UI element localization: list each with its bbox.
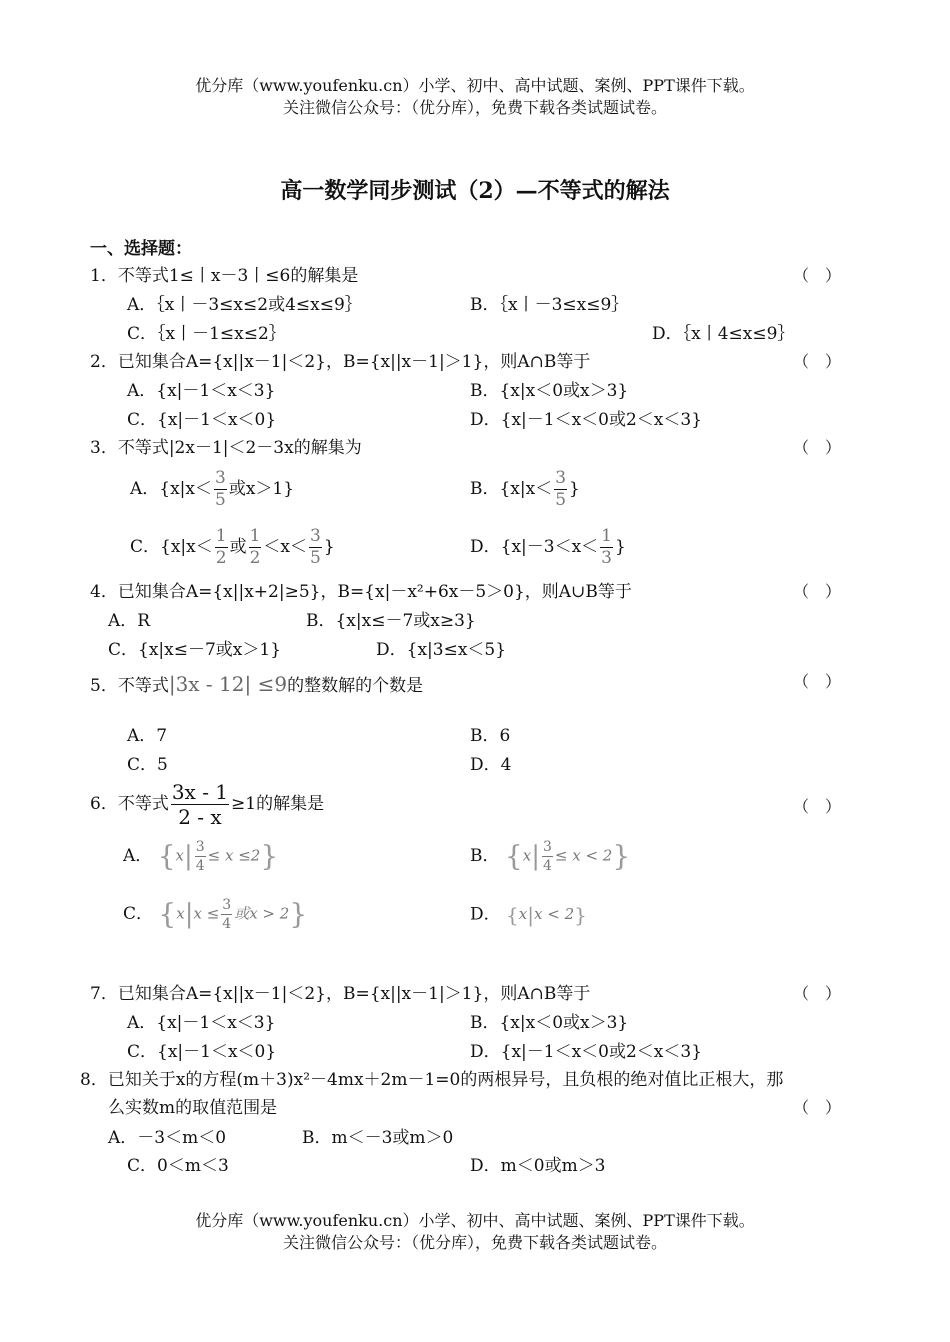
q5-answer-paren: （ ） xyxy=(793,672,842,691)
q6-b-label: B． xyxy=(470,846,500,866)
q6-b-bar: | xyxy=(531,841,540,872)
q5-inequality: |3x - 12| ≤9 xyxy=(168,672,288,696)
q5-stem-pre: 5．不等式 xyxy=(90,676,169,696)
q6-a-den: 4 xyxy=(195,858,205,874)
q5-stem xyxy=(90,674,423,695)
q6-b-rest: ≤ x < 2 xyxy=(554,846,613,865)
q3-stem: 3．不等式|2x－1|＜2－3x的解集为 xyxy=(90,438,362,458)
q1-stem: 1．不等式1≤丨x－3丨≤6的解集是 xyxy=(90,266,359,286)
header-line-1: 优分库（www.youfenku.cn）小学、初中、高中试题、案例、PPT课件下载。 xyxy=(195,76,755,95)
q6-b-fraction xyxy=(542,840,553,873)
q6-c-den: 4 xyxy=(222,916,232,932)
q4-option-b: B．{x|x≤－7或x≥3} xyxy=(306,611,476,631)
q7-option-c: C．{x|－1＜x＜0} xyxy=(127,1042,277,1062)
q6-d-rbrace: } xyxy=(574,903,587,927)
q3-c-fraction-3 xyxy=(309,528,322,567)
q3-c-num-3: 3 xyxy=(309,526,321,546)
q6-b-rbrace: } xyxy=(612,839,631,873)
q6-option-c xyxy=(123,898,307,931)
q5-stem-post: 的整数解的个数是 xyxy=(287,676,424,696)
q2-option-a: A．{x|－1＜x＜3} xyxy=(127,381,276,401)
q6-d-bar: | xyxy=(527,903,534,927)
q6-b-num: 3 xyxy=(542,839,552,855)
q2-option-c: C．{x|－1＜x＜0} xyxy=(127,410,277,430)
q6-den: 2 - x xyxy=(178,805,222,829)
q3-c-post: } xyxy=(323,537,335,557)
q3-c-fraction-2 xyxy=(249,528,262,567)
q3-b-pre: B．{x|x＜ xyxy=(470,479,553,499)
q3-c-num-1: 1 xyxy=(215,526,227,546)
q6-c-bar: | xyxy=(184,899,194,930)
q4-option-d: D．{x|3≤x＜5} xyxy=(376,640,507,660)
q6-stem xyxy=(90,782,324,827)
q1-option-a: A．｛x丨－3≤x≤2或4≤x≤9｝ xyxy=(127,295,362,315)
q8-option-b: B．m＜－3或m＞0 xyxy=(302,1128,454,1148)
q3-c-mid-1: 或 xyxy=(229,537,247,557)
q4-option-c: C．{x|x≤－7或x＞1} xyxy=(108,640,282,660)
q6-c-lbrace: { xyxy=(158,897,177,931)
q3-b-post: } xyxy=(569,479,580,499)
q3-c-mid-2: ＜x＜ xyxy=(263,537,307,557)
q6-c-fraction xyxy=(221,898,232,931)
q7-option-b: B．{x|x＜0或x＞3} xyxy=(470,1013,629,1033)
q3-d-post: } xyxy=(615,537,626,557)
q3-a-den: 5 xyxy=(215,490,226,510)
footer-line-1: 优分库（www.youfenku.cn）小学、初中、高中试题、案例、PPT课件下载。 xyxy=(195,1211,755,1230)
q6-c-rbrace: } xyxy=(289,897,308,931)
q6-d-rest: x < 2 xyxy=(534,905,575,923)
q4-option-a: A．R xyxy=(108,611,151,631)
q6-b-lbrace: { xyxy=(504,839,523,873)
q6-c-var: x xyxy=(176,904,185,923)
q7-option-d: D．{x|－1＜x＜0或2＜x＜3} xyxy=(470,1042,703,1062)
q3-c-pre: C．{x|x＜ xyxy=(130,537,213,557)
q3-answer-paren: （ ） xyxy=(793,438,842,457)
q4-answer-paren: （ ） xyxy=(793,582,842,601)
q4-stem: 4．已知集合A={x||x+2|≥5}，B={x|－x²+6x－5＞0}，则A∪B等于 xyxy=(90,582,632,602)
q6-num: 3x - 1 xyxy=(171,780,229,804)
q2-answer-paren: （ ） xyxy=(793,352,842,371)
q8-option-a: A．－3＜m＜0 xyxy=(108,1128,227,1148)
q6-b-set xyxy=(505,840,630,873)
q3-d-fraction xyxy=(600,528,613,567)
page-title: 高一数学同步测试（2）—不等式的解法 xyxy=(280,178,670,204)
q1-option-b: B．｛x丨－3≤x≤9｝ xyxy=(470,295,629,315)
q6-option-b xyxy=(470,840,630,873)
q6-a-rest: ≤ x ≤2 xyxy=(207,846,261,865)
q6-c-set xyxy=(158,898,307,931)
q2-option-b: B．{x|x＜0或x＞3} xyxy=(470,381,629,401)
q6-stem-post: ≥1的解集是 xyxy=(231,794,325,814)
q1-option-c: C．｛x丨－1≤x≤2｝ xyxy=(127,324,286,344)
q6-a-set xyxy=(158,840,279,873)
q1-answer-paren: （ ） xyxy=(793,266,842,285)
q6-c-x-le: x ≤ xyxy=(193,904,220,923)
q6-a-label: A． xyxy=(123,846,153,866)
q3-d-num: 1 xyxy=(601,526,612,546)
q6-c-rest: 或x > 2 xyxy=(234,904,290,923)
q6-option-a xyxy=(123,840,278,873)
q3-option-a xyxy=(130,470,294,509)
q3-c-num-2: 1 xyxy=(249,526,261,546)
q3-a-post: 或x＞1} xyxy=(228,479,295,499)
q3-option-c xyxy=(130,528,335,567)
q5-option-d: D．4 xyxy=(470,755,512,775)
q6-a-fraction xyxy=(195,840,206,873)
q8-stem-line-1: 8．已知关于x的方程(m＋3)x²－4mx＋2m－1=0的两根异号，且负根的绝对值比正根大，那 xyxy=(80,1070,784,1090)
q6-c-num: 3 xyxy=(222,897,232,913)
q3-c-den-3: 5 xyxy=(309,548,321,568)
q6-a-rbrace: } xyxy=(260,839,279,873)
q6-d-label: D． xyxy=(470,904,501,925)
q8-option-c: C．0＜m＜3 xyxy=(127,1156,229,1176)
q7-option-a: A．{x|－1＜x＜3} xyxy=(127,1013,276,1033)
q3-option-d xyxy=(470,528,626,567)
q1-option-d: D．｛x丨4≤x≤9｝ xyxy=(652,324,795,344)
q7-stem: 7．已知集合A={x||x－1|＜2}，B={x||x－1|＞1}，则A∩B等于 xyxy=(90,984,591,1004)
footer-line-2: 关注微信公众号：（优分库），免费下载各类试题试卷。 xyxy=(282,1233,667,1252)
q6-a-num: 3 xyxy=(195,839,205,855)
q3-c-den-1: 2 xyxy=(215,548,227,568)
q6-stem-pre: 6．不等式 xyxy=(90,794,169,814)
q6-b-var: x xyxy=(522,846,532,865)
q3-b-num: 3 xyxy=(555,468,567,488)
q8-option-d: D．m＜0或m＞3 xyxy=(470,1156,606,1176)
q6-a-lbrace: { xyxy=(157,839,176,873)
q5-option-c: C．5 xyxy=(127,755,168,775)
q6-d-var: x xyxy=(518,905,528,923)
q6-d-lbrace: { xyxy=(506,903,519,927)
header-line-2: 关注微信公众号：（优分库），免费下载各类试题试卷。 xyxy=(282,98,667,117)
q6-d-set xyxy=(506,905,587,925)
q5-option-b: B．6 xyxy=(470,726,511,746)
q6-c-label: C． xyxy=(123,904,154,924)
q3-b-fraction xyxy=(554,470,567,509)
q6-option-d xyxy=(470,905,587,925)
q8-answer-paren: （ ） xyxy=(793,1098,842,1117)
q3-a-pre: A．{x|x＜ xyxy=(130,479,212,499)
q6-a-bar: | xyxy=(183,841,193,872)
q6-fraction xyxy=(171,782,229,827)
q2-stem: 2．已知集合A={x||x－1|＜2}，B={x||x－1|＞1}，则A∩B等于 xyxy=(90,352,591,372)
q7-answer-paren: （ ） xyxy=(793,984,842,1003)
section-heading: 一、选择题： xyxy=(90,239,192,259)
q2-option-d: D．{x|－1＜x＜0或2＜x＜3} xyxy=(470,410,703,430)
q3-b-den: 5 xyxy=(555,490,567,510)
q6-b-den: 4 xyxy=(542,858,552,874)
q8-stem-line-2: 么实数m的取值范围是 xyxy=(108,1098,278,1118)
q3-c-fraction-1 xyxy=(215,528,228,567)
q6-answer-paren: （ ） xyxy=(793,797,842,816)
q6-a-var: x xyxy=(175,846,184,865)
q3-d-den: 3 xyxy=(601,548,612,568)
q5-option-a: A．7 xyxy=(127,726,168,746)
q3-c-den-2: 2 xyxy=(249,548,261,568)
q3-a-fraction xyxy=(214,470,227,509)
q3-a-num: 3 xyxy=(215,468,226,488)
q3-d-pre: D．{x|－3＜x＜ xyxy=(470,537,599,557)
q3-option-b xyxy=(470,470,580,509)
